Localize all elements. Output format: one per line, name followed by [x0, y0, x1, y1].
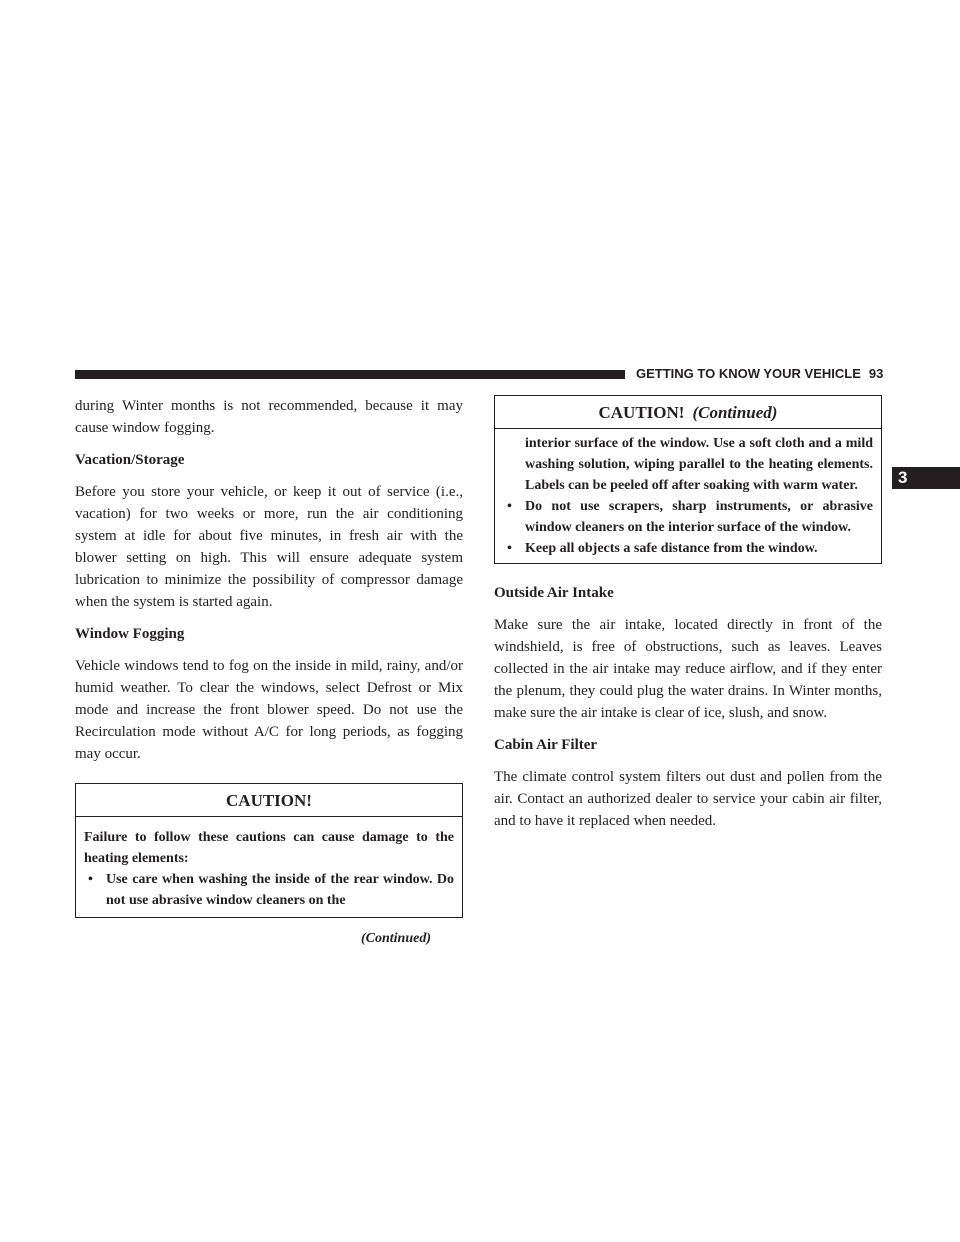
- caution-continued-text: interior surface of the window. Use a soft cloth and a mild washing solution, wiping parallel to the heating elements. Labels can be peeled off after soaking with warm water.: [525, 436, 873, 493]
- caution-title-text: CAUTION!: [598, 403, 685, 422]
- header-rule: [75, 370, 625, 379]
- chapter-tab: 3: [892, 467, 960, 489]
- filter-paragraph: The climate control system filters out dust and pollen from the air. Contact an authorized dealer to service your cabin air filter, and to have it replaced when needed.: [494, 769, 882, 829]
- intro-paragraph: during Winter months is not recommended, because it may cause window fogging.: [75, 398, 463, 436]
- filter-heading: Cabin Air Filter: [494, 737, 598, 753]
- intake-paragraph: Make sure the air intake, located directly in front of the windshield, is free of obstructions, such as leaves. Leaves collected in the air intake may reduce airflow, and if they enter the plenum, they could plug the water drains. In Winter months, make sure the air intake is clear of ice, slush, and snow.: [494, 617, 882, 721]
- caution-box-continued: [494, 395, 882, 564]
- caution-body: [76, 817, 462, 917]
- left-column: [75, 395, 463, 948]
- fogging-heading: Window Fogging: [75, 626, 185, 642]
- caution-title: CAUTION!: [76, 784, 462, 817]
- caution-lead: Failure to follow these cautions can cause damage to the heating elements:: [84, 830, 454, 866]
- section-title: GETTING TO KNOW YOUR VEHICLE: [636, 366, 861, 381]
- caution-item: [503, 538, 873, 559]
- caution-title-continued: [495, 396, 881, 429]
- vacation-paragraph: Before you store your vehicle, or keep it out of service (i.e., vacation) for two weeks or more, run the air conditioning system at idle for about five minutes, in fresh air with the blower setting on high. This will ensure adequate system lubrication to minimize the possibility of compressor damage when the system is started again.: [75, 484, 463, 610]
- caution-item-text: Use care when washing the inside of the rear window. Do not use abrasive window cleaners on the: [106, 872, 454, 908]
- caution-item: [84, 869, 454, 911]
- bullet-icon: •: [88, 872, 93, 887]
- caution-box: [75, 783, 463, 918]
- running-header: [636, 366, 883, 382]
- bullet-icon: •: [507, 499, 512, 514]
- right-column: [494, 395, 882, 832]
- vacation-heading: Vacation/Storage: [75, 452, 185, 468]
- bullet-icon: •: [507, 541, 512, 556]
- page-number: 93: [868, 366, 884, 381]
- intake-heading: Outside Air Intake: [494, 585, 614, 601]
- caution-item: [503, 496, 873, 538]
- fogging-paragraph: Vehicle windows tend to fog on the inside in mild, rainy, and/or humid weather. To clear the windows, select Defrost or Mix mode and increase the front blower speed. Do not use the Recirculation mode without A/C for long periods, as fogging may occur.: [75, 658, 463, 762]
- caution-title-suffix: (Continued): [692, 403, 778, 422]
- caution-item-text: Keep all objects a safe distance from the window.: [525, 541, 818, 556]
- caution-body-continued: [495, 429, 881, 563]
- caution-item-text: Do not use scrapers, sharp instruments, or abrasive window cleaners on the interior surface of the window.: [525, 499, 873, 535]
- continued-label: (Continued): [360, 931, 431, 946]
